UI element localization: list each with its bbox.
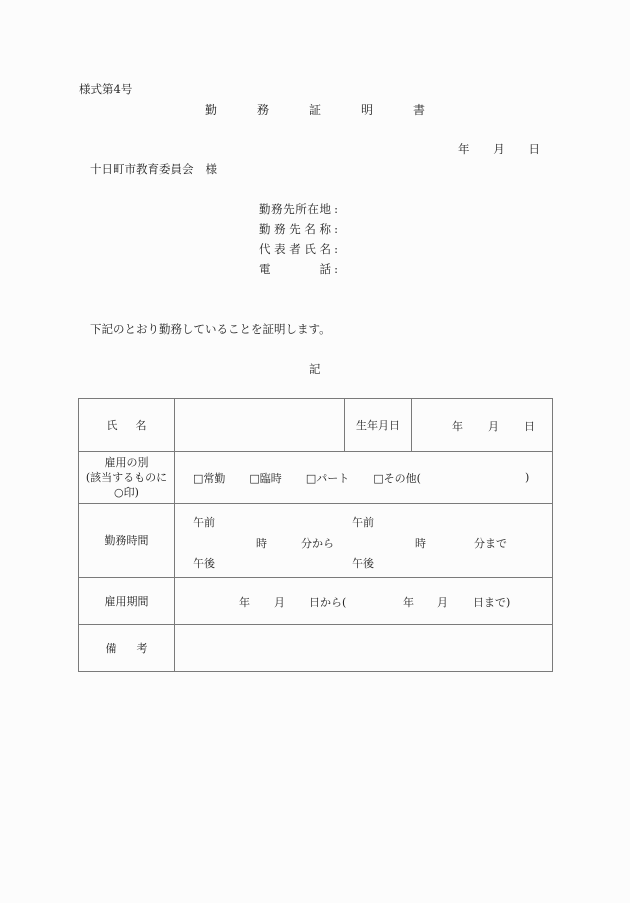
label-char: 考: [136, 641, 148, 655]
label-char: 在: [307, 202, 319, 216]
date-month-unit: 月: [493, 142, 505, 156]
label-char: 務: [271, 202, 283, 216]
representative-name-field[interactable]: [259, 242, 341, 262]
dob-day-unit: 日: [524, 420, 535, 433]
employment-type-hint: (該当するものに: [85, 471, 168, 484]
employment-type-label-cell: [79, 452, 175, 504]
remarks-label: [106, 641, 148, 656]
checkbox-temporary[interactable]: □臨時: [249, 471, 282, 485]
label-char: 備: [105, 641, 117, 655]
title-char: 証: [308, 103, 321, 117]
dob-label: 生年月日: [345, 399, 412, 452]
dob-year-unit: 年: [452, 420, 463, 433]
label-char: 氏: [304, 242, 316, 256]
working-hours-cell[interactable]: [175, 504, 553, 578]
table-row-employment-period: [79, 578, 553, 625]
employment-type-hint-end: ○印): [114, 486, 139, 499]
label-char: 者: [289, 242, 301, 256]
dob-input-cell[interactable]: [412, 399, 553, 452]
end-hour-unit: 時: [415, 537, 426, 550]
start-am-label[interactable]: 午前: [193, 516, 215, 529]
checkbox-fulltime[interactable]: □常勤: [193, 471, 226, 485]
document-title: [205, 101, 425, 118]
dob-date: [412, 399, 552, 451]
from-year-unit: 年: [239, 596, 250, 609]
table-row-name: [79, 399, 553, 452]
name-label: [107, 418, 147, 433]
remarks-label-cell: [79, 625, 175, 672]
employment-period-cell[interactable]: [175, 578, 553, 625]
until-day-unit: 日まで): [473, 596, 511, 609]
date-day-unit: 日: [528, 142, 540, 156]
employer-info: [259, 202, 341, 282]
label-char: 話: [319, 262, 331, 276]
employer-name-label: [259, 222, 331, 242]
label-char: 先: [289, 222, 301, 236]
checkbox-other[interactable]: □その他(: [373, 471, 421, 485]
label-char: 地: [319, 202, 331, 216]
checkbox-parttime[interactable]: □パート: [305, 471, 350, 485]
label-char: 勤: [259, 202, 271, 216]
colon: :: [334, 262, 338, 276]
table-row-remarks: [79, 625, 553, 672]
phone-label: [259, 262, 331, 282]
name-label-cell: [79, 399, 175, 452]
label-char: 氏: [106, 418, 118, 432]
start-pm-label[interactable]: 午後: [193, 557, 215, 570]
label-char: 称: [319, 222, 331, 236]
table-row-employment-type: [79, 452, 553, 504]
employer-address-field[interactable]: [259, 202, 341, 222]
addressee-honorific: 様: [205, 162, 217, 176]
other-close-paren: ): [525, 471, 530, 484]
certification-statement: 下記のとおり勤務していることを証明します。: [90, 322, 331, 336]
representative-name-label: [259, 242, 331, 262]
from-month-unit: 月: [274, 596, 285, 609]
remarks-input-cell[interactable]: [175, 625, 553, 672]
name-input-cell[interactable]: [175, 399, 345, 452]
end-minute-until: 分まで: [474, 537, 507, 550]
certificate-table: [78, 398, 553, 672]
colon: :: [334, 222, 338, 236]
employment-period-line: [175, 578, 552, 624]
issue-date[interactable]: [458, 141, 540, 157]
until-year-unit: 年: [403, 596, 414, 609]
title-char: 書: [412, 103, 425, 117]
form-number: 様式第4号: [79, 82, 133, 96]
colon: :: [334, 242, 338, 256]
addressee: [90, 161, 217, 177]
employment-type-options: [175, 452, 552, 503]
title-char: 勤: [205, 103, 218, 117]
label-char: 所: [295, 202, 307, 216]
working-hours-label: 勤務時間: [79, 504, 175, 578]
from-day-unit: 日から(: [309, 596, 347, 609]
label-char: 名: [135, 418, 147, 432]
label-char: 電: [259, 262, 271, 276]
working-hours-grid: [175, 504, 552, 577]
label-char: 務: [274, 222, 286, 236]
employer-name-field[interactable]: [259, 222, 341, 242]
label-char: 先: [283, 202, 295, 216]
start-minute-from: 分から: [301, 537, 334, 550]
end-pm-label[interactable]: 午後: [352, 557, 374, 570]
start-hour-unit: 時: [256, 537, 267, 550]
title-char: 明: [360, 103, 373, 117]
label-char: 名: [319, 242, 331, 256]
employer-address-label: [259, 202, 331, 222]
label-char: 名: [304, 222, 316, 236]
employment-type-options-cell: [175, 452, 553, 504]
employment-period-label: 雇用期間: [79, 578, 175, 625]
date-year-unit: 年: [458, 142, 470, 156]
addressee-name: 十日町市教育委員会: [90, 162, 194, 176]
colon: :: [334, 202, 338, 216]
until-month-unit: 月: [437, 596, 448, 609]
label-char: 代: [259, 242, 271, 256]
dob-month-unit: 月: [488, 420, 499, 433]
label-char: 勤: [259, 222, 271, 236]
phone-field[interactable]: [259, 262, 341, 282]
label-char: 表: [274, 242, 286, 256]
employment-type-label: 雇用の別: [104, 456, 149, 469]
table-row-working-hours: [79, 504, 553, 578]
end-am-label[interactable]: 午前: [352, 516, 374, 529]
ki-heading: 記: [309, 362, 321, 376]
title-char: 務: [256, 103, 269, 117]
